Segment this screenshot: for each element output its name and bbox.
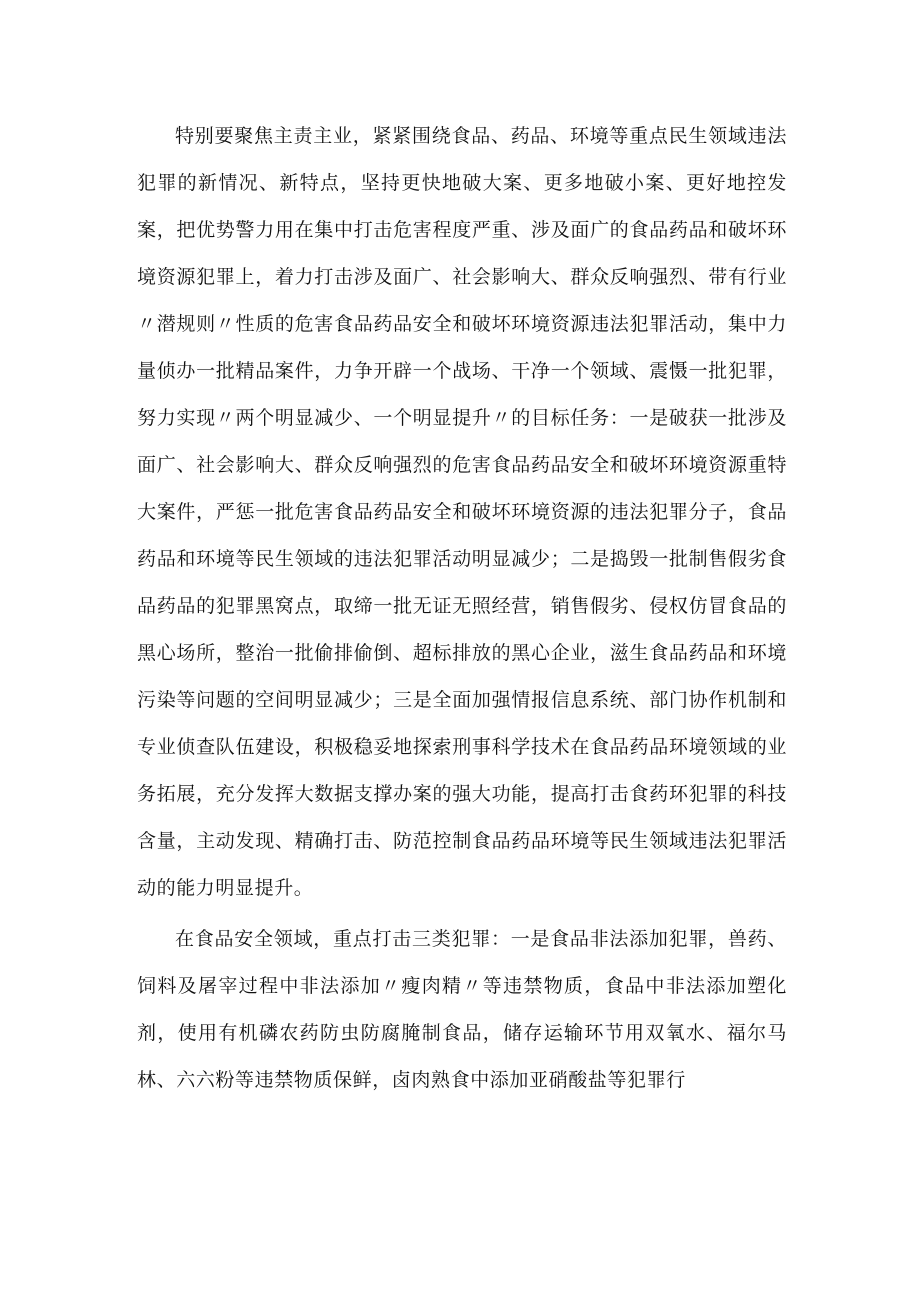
paragraph-2: 在食品安全领域，重点打击三类犯罪：一是食品非法添加犯罪，兽药、饲料及屠宰过程中非法添加〃瘦肉精〃等违禁物质，食品中非法添加塑化剂，使用有机磷农药防虫防腐腌制食品，储存运输环节用双氧水、福尔马林、六六粉等违禁物质保鲜，卤肉熟食中添加亚硝酸盐等犯罪行 (137, 928, 787, 1091)
paragraph-1: 特别要聚焦主责主业，紧紧围绕食品、药品、环境等重点民生领域违法犯罪的新情况、新特点，坚持更快地破大案、更多地破小案、更好地控发案，把优势警力用在集中打击危害程度严重、涉及面广的食品药品和破坏环境资源犯罪上，着力打击涉及面广、社会影响大、群众反响强烈、带有行业〃潜规则〃性质的危害食品药品安全和破坏环境资源违法犯罪活动，集中力量侦办一批精品案件，力争开辟一个战场、干净一个领域、震慑一批犯罪，努力实现〃两个明显减少、一个明显提升〃的目标任务：一是破获一批涉及面广、社会影响大、群众反响强烈的危害食品药品安全和破坏环境资源重特大案件，严惩一批危害食品药品安全和破坏环境资源的违法犯罪分子，食品药品和环境等民生领域的违法犯罪活动明显减少；二是捣毁一批制售假劣食品药品的犯罪黑窝点，取缔一批无证无照经营，销售假劣、侵权仿冒食品的黑心场所，整治一批偷排偷倒、超标排放的黑心企业，滋生食品药品和环境污染等问题的空间明显减少；三是全面加强情报信息系统、部门协作机制和专业侦查队伍建设，积极稳妥地探索刑事科学技术在食品药品环境领域的业务拓展，充分发挥大数据支撑办案的强大功能，提高打击食药环犯罪的科技含量，主动发现、精确打击、防范控制食品药品环境等民生领域违法犯罪活动的能力明显提升。 (137, 125, 787, 899)
document-body (137, 113, 787, 1108)
